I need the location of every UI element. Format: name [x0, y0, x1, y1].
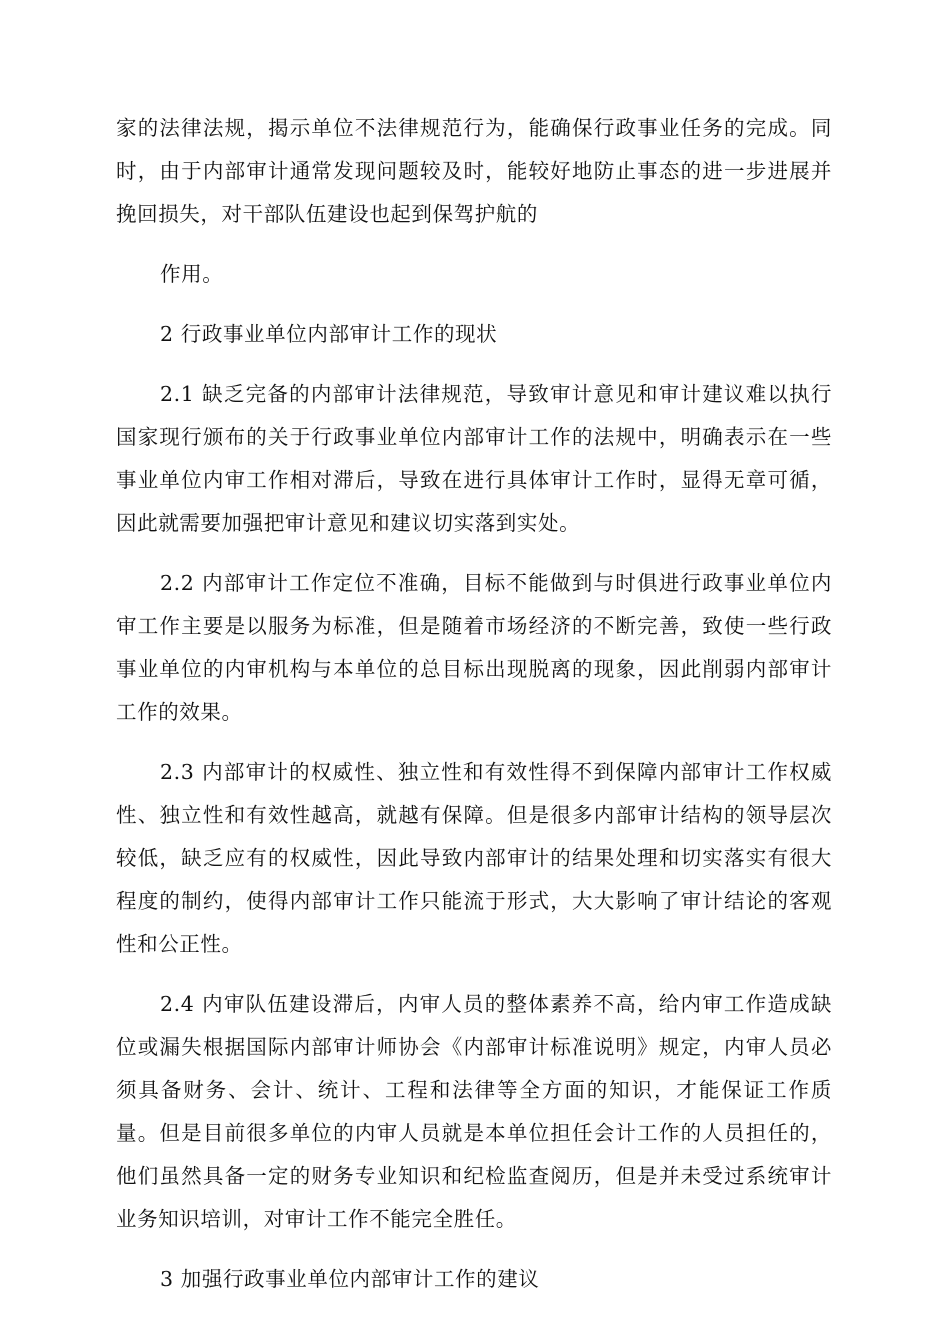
paragraph-continuation: 家的法律法规，揭示单位不法律规范行为，能确保行政事业任务的完成。同时，由于内部审计通常发现问题较及时，能较好地防止事态的进一步进展并挽回损失，对干部队伍建设也起到保驾护航的	[116, 116, 832, 226]
paragraph-continuation-end: 作用。	[160, 262, 224, 286]
paragraph-2-2: 2.2 内部审计工作定位不准确，目标不能做到与时俱进行政事业单位内审工作主要是以服务为标准，但是随着市场经济的不断完善，致使一些行政事业单位的内审机构与本单位的总目标出现脱离的现象，因此削弱内部审计工作的效果。	[116, 571, 832, 724]
document-body	[116, 107, 832, 1318]
paragraph-2-3: 2.3 内部审计的权威性、独立性和有效性得不到保障内部审计工作权威性、独立性和有效性越高，就越有保障。但是很多内部审计结构的领导层次较低，缺乏应有的权威性，因此导致内部审计的结果处理和切实落实有很大程度的制约，使得内部审计工作只能流于形式，大大影响了审计结论的客观性和公正性。	[116, 760, 832, 956]
paragraph-2-4: 2.4 内审队伍建设滞后，内审人员的整体素养不高，给内审工作造成缺位或漏失根据国际内部审计师协会《内部审计标准说明》规定，内审人员必须具备财务、会计、统计、工程和法律等全方面的知识，才能保证工作质量。但是目前很多单位的内审人员就是本单位担任会计工作的人员担任的，他们虽然具备一定的财务专业知识和纪检监查阅历，但是并未受过系统审计业务知识培训，对审计工作不能完全胜任。	[116, 992, 832, 1231]
section-heading-2: 2 行政事业单位内部审计工作的现状	[160, 322, 498, 346]
paragraph-2-1: 2.1 缺乏完备的内部审计法律规范，导致审计意见和审计建议难以执行国家现行颁布的关于行政事业单位内部审计工作的法规中，明确表示在一些事业单位内审工作相对滞后，导致在进行具体审计工作时，显得无章可循，因此就需要加强把审计意见和建议切实落到实处。	[116, 382, 832, 535]
section-heading-3: 3 加强行政事业单位内部审计工作的建议	[160, 1267, 540, 1291]
